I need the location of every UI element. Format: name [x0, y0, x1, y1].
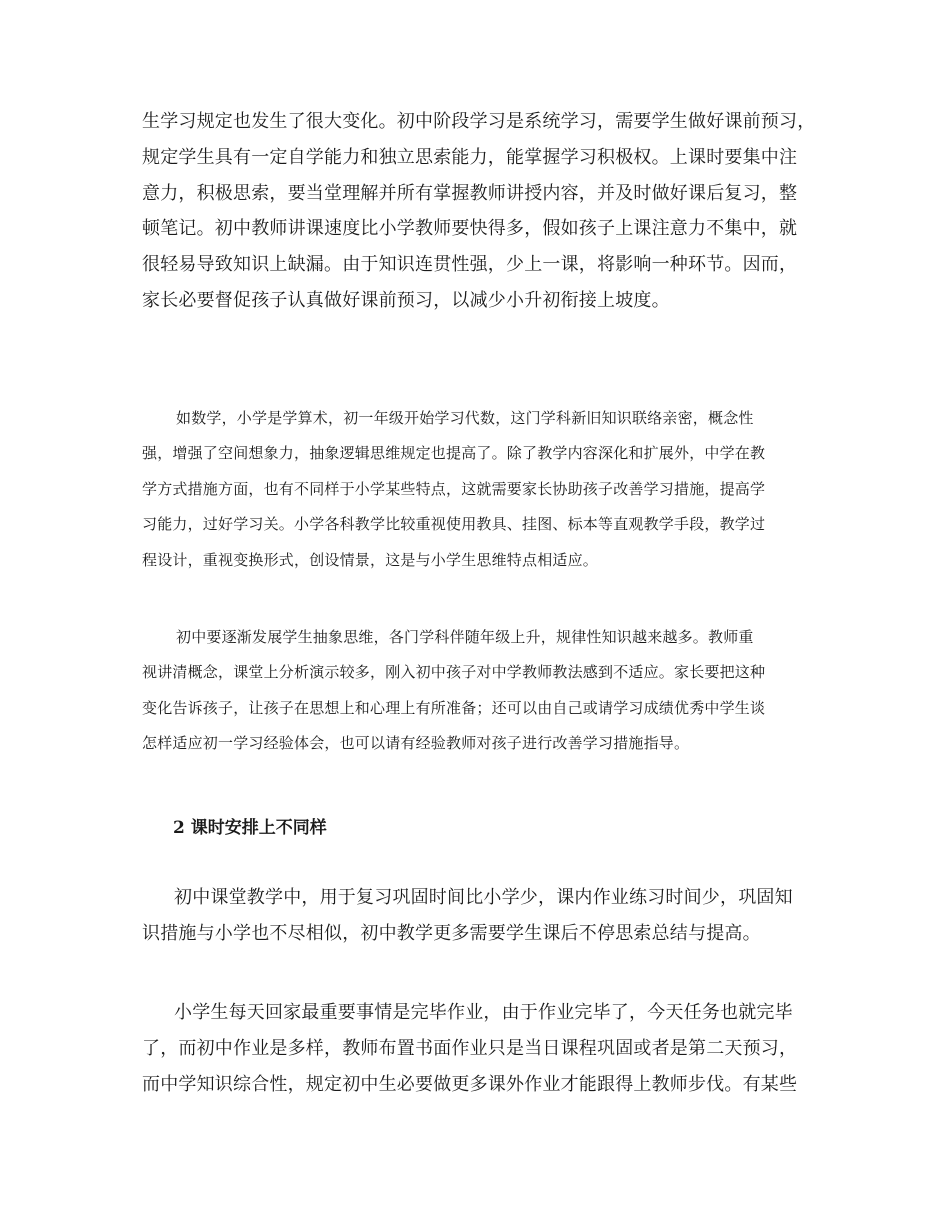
paragraph-5-line-2: 了，而初中作业是多样，教师布置书面作业只是当日课程巩固或者是第二天预习，	[142, 1037, 798, 1059]
paragraph-1-line-6: 家长必要督促孩子认真做好课前预习，以减少小升初衔接上坡度。	[142, 289, 670, 311]
paragraph-3-line-3: 变化告诉孩子，让孩子在思想上和心理上有所准备；还可以由自己或请学习成绩优秀中学生谈	[142, 698, 766, 717]
paragraph-1-line-2: 规定学生具有一定自学能力和独立思索能力，能掌握学习积极权。上课时要集中注	[142, 146, 798, 168]
paragraph-4	[142, 880, 822, 952]
paragraph-3	[142, 620, 822, 762]
paragraph-4-line-2: 识措施与小学也不尽相似，初中教学更多需要学生课后不停思索总结与提高。	[142, 922, 761, 944]
paragraph-1-line-5: 很轻易导致知识上缺漏。由于知识连贯性强，少上一课，将影响一种环节。因而，	[142, 254, 798, 276]
paragraph-2	[142, 401, 822, 578]
paragraph-3-line-1: 初中要逐渐发展学生抽象思维，各门学科伴随年级上升，规律性知识越来越多。教师重	[176, 628, 754, 646]
paragraph-4-line-1: 初中课堂教学中，用于复习巩固时间比小学少，课内作业练习时间少，巩固知	[174, 887, 793, 908]
paragraph-1	[142, 104, 822, 319]
paragraph-5	[142, 995, 822, 1102]
paragraph-5-line-3: 而中学知识综合性，规定初中生必要做更多课外作业才能跟得上教师步伐。有某些	[142, 1073, 798, 1095]
paragraph-1-line-3: 意力，积极思索，要当堂理解并所有掌握教师讲授内容，并及时做好课后复习，整	[142, 182, 798, 204]
paragraph-3-line-2: 视讲清概念，课堂上分析演示较多，刚入初中孩子对中学教师教法感到不适应。家长要把这种	[142, 663, 766, 682]
paragraph-2-line-3: 学方式措施方面，也有不同样于小学某些特点，这就需要家长协助孩子改善学习措施，提高学	[142, 479, 766, 498]
paragraph-1-line-4: 顿笔记。初中教师讲课速度比小学教师要快得多，假如孩子上课注意力不集中，就	[142, 218, 798, 240]
paragraph-2-line-2: 强，增强了空间想象力，抽象逻辑思维规定也提高了。除了教学内容深化和扩展外，中学在教	[142, 444, 766, 463]
paragraph-2-line-5: 程设计，重视变换形式，创设情景，这是与小学生思维特点相适应。	[142, 550, 599, 569]
paragraph-3-line-4: 怎样适应初一学习经验体会，也可以请有经验教师对孩子进行改善学习措施指导。	[142, 734, 690, 753]
section-heading: 2 课时安排上不同样	[173, 818, 327, 838]
paragraph-5-line-1: 小学生每天回家最重要事情是完毕作业，由于作业完毕了，今天任务也就完毕	[174, 1002, 793, 1023]
paragraph-1-line-1: 生学习规定也发生了很大变化。初中阶段学习是系统学习，需要学生做好课前预习，	[142, 111, 816, 132]
paragraph-2-line-4: 习能力，过好学习关。小学各科教学比较重视使用教具、挂图、标本等直观教学手段，教学过	[142, 515, 766, 534]
paragraph-2-line-1: 如数学，小学是学算术，初一年级开始学习代数，这门学科新旧知识联络亲密，概念性	[176, 409, 754, 427]
